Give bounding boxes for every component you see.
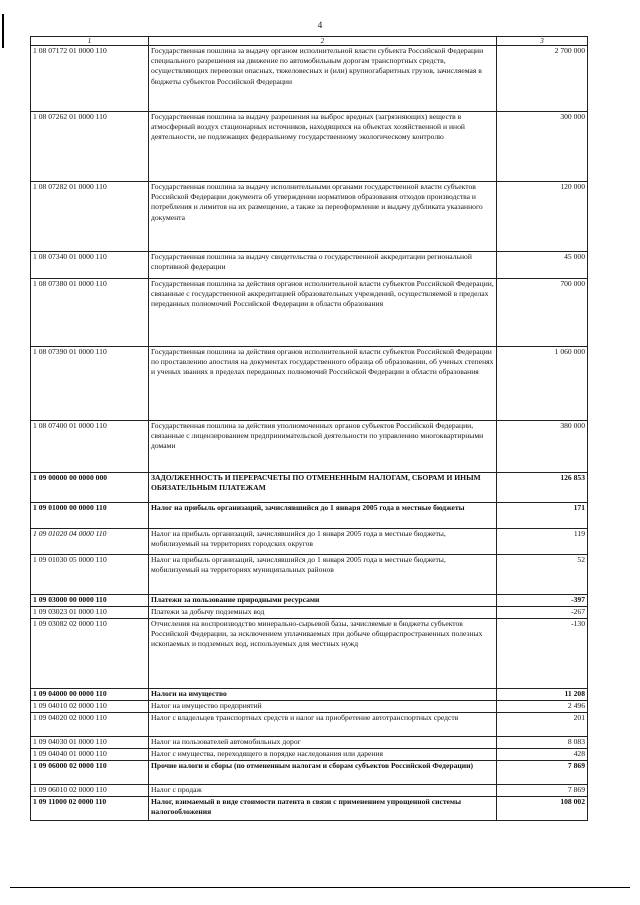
cell-code: 1 09 11000 02 0000 110 [31, 797, 149, 821]
cell-code: 1 09 04020 02 0000 110 [31, 713, 149, 737]
cell-description: Налог на пользователей автомобильных дорог [149, 737, 497, 749]
table-row [31, 737, 588, 749]
cell-amount: 11 208 [497, 689, 588, 701]
cell-amount: 171 [497, 503, 588, 529]
cell-code: 1 08 07340 01 0000 110 [31, 252, 149, 279]
cell-description: Налог с продаж [149, 785, 497, 797]
cell-amount: 380 000 [497, 421, 588, 473]
cell-code: 1 09 03023 01 0000 110 [31, 607, 149, 619]
cell-description: Налог, взимаемый в виде стоимости патента в связи с применением упрощенной системы налогообложения [149, 797, 497, 821]
cell-code: 1 09 01030 05 0000 110 [31, 555, 149, 595]
cell-code: 1 09 04000 00 0000 110 [31, 689, 149, 701]
cell-amount: 120 000 [497, 182, 588, 252]
cell-amount: -397 [497, 595, 588, 607]
table-row [31, 595, 588, 607]
table-row [31, 749, 588, 761]
header-col-code: 1 [31, 37, 149, 46]
cell-code: 1 08 07262 01 0000 110 [31, 112, 149, 182]
table-row [31, 619, 588, 689]
cell-description: Налог на прибыль организаций, зачислявшийся до 1 января 2005 года в местные бюджеты, мобилизуемый на территориях городских округов [149, 529, 497, 555]
cell-code: 1 09 04030 01 0000 110 [31, 737, 149, 749]
page-bottom-rule [10, 887, 630, 888]
cell-code: 1 08 07380 01 0000 110 [31, 279, 149, 347]
cell-description: Налог с имущества, переходящего в порядке наследования или дарения [149, 749, 497, 761]
table-row [31, 112, 588, 182]
table-row [31, 252, 588, 279]
cell-description: Государственная пошлина за выдачу исполнительными органами государственной власти субъектов Российской Федерации документа об утверждении нормативов образования отходов производства и потребления и лимитов на их размещение, а также за переоформление и выдачу дубликата указанного документа [149, 182, 497, 252]
table-row [31, 607, 588, 619]
cell-amount: 300 000 [497, 112, 588, 182]
revenue-table [30, 36, 588, 821]
cell-amount: -130 [497, 619, 588, 689]
cell-amount: 2 496 [497, 701, 588, 713]
cell-code: 1 08 07390 01 0000 110 [31, 347, 149, 421]
cell-amount: 8 083 [497, 737, 588, 749]
cell-amount: 52 [497, 555, 588, 595]
cell-code: 1 08 07400 01 0000 110 [31, 421, 149, 473]
table-row [31, 689, 588, 701]
cell-description: ЗАДОЛЖЕННОСТЬ И ПЕРЕРАСЧЕТЫ ПО ОТМЕНЕННЫМ НАЛОГАМ, СБОРАМ И ИНЫМ ОБЯЗАТЕЛЬНЫМ ПЛАТЕЖАМ [149, 473, 497, 503]
table-row [31, 797, 588, 821]
cell-amount: 2 700 000 [497, 46, 588, 112]
table-row [31, 555, 588, 595]
cell-description: Налог на прибыль организаций, зачислявшийся до 1 января 2005 года в местные бюджеты [149, 503, 497, 529]
table-row [31, 279, 588, 347]
table-row [31, 503, 588, 529]
cell-amount: 201 [497, 713, 588, 737]
cell-amount: 108 002 [497, 797, 588, 821]
cell-description: Налог на имущество предприятий [149, 701, 497, 713]
cell-description: Налоги на имущество [149, 689, 497, 701]
table-body [31, 46, 588, 821]
cell-amount: -267 [497, 607, 588, 619]
cell-description: Государственная пошлина за выдачу разрешения на выброс вредных (загрязняющих) веществ в атмосферный воздух стационарных источников, находящихся на объектах хозяйственной и иной деятельности, не подлежащих федеральному государственному экологическому контролю [149, 112, 497, 182]
header-col-description: 2 [149, 37, 497, 46]
cell-amount: 7 869 [497, 785, 588, 797]
cell-code: 1 08 07172 01 0000 110 [31, 46, 149, 112]
cell-amount: 126 853 [497, 473, 588, 503]
table-row [31, 713, 588, 737]
cell-amount: 119 [497, 529, 588, 555]
cell-description: Государственная пошлина за выдачу свидетельства о государственной аккредитации региональной спортивной федерации [149, 252, 497, 279]
table-row [31, 421, 588, 473]
cell-code: 1 09 04010 02 0000 110 [31, 701, 149, 713]
cell-code: 1 08 07282 01 0000 110 [31, 182, 149, 252]
table-row [31, 473, 588, 503]
cell-description: Государственная пошлина за действия органов исполнительной власти субъектов Российской Федерации по проставлению апостиля на документах государственного образца об образовании, об ученых степенях и ученых званиях в пределах переданных полномочий Российской Федерации в области образования [149, 347, 497, 421]
cell-code: 1 09 06010 02 0000 110 [31, 785, 149, 797]
cell-description: Прочие налоги и сборы (по отмененным налогам и сборам субъектов Российской Федерации) [149, 761, 497, 785]
cell-amount: 700 000 [497, 279, 588, 347]
table-row [31, 785, 588, 797]
cell-code: 1 09 01000 00 0000 110 [31, 503, 149, 529]
cell-description: Налог с владельцев транспортных средств и налог на приобретение автотранспортных средств [149, 713, 497, 737]
cell-amount: 45 000 [497, 252, 588, 279]
cell-description: Платежи за пользование природными ресурсами [149, 595, 497, 607]
cell-amount: 1 060 000 [497, 347, 588, 421]
cell-description: Государственная пошлина за действия органов исполнительной власти субъектов Российской Федерации, связанные с государственной аккредитацией образовательных учреждений, осуществляемой в пределах переданных полномочий Российской Федерации в области образования [149, 279, 497, 347]
cell-code: 1 09 00000 00 0000 000 [31, 473, 149, 503]
table-row [31, 347, 588, 421]
table-row [31, 701, 588, 713]
page-number: 4 [317, 20, 323, 30]
cell-code: 1 09 06000 02 0000 110 [31, 761, 149, 785]
cell-amount: 428 [497, 749, 588, 761]
cell-code: 1 09 04040 01 0000 110 [31, 749, 149, 761]
table-row [31, 761, 588, 785]
cell-code: 1 09 01020 04 0000 110 [31, 529, 149, 555]
cell-description: Отчисления на воспроизводство минерально-сырьевой базы, зачисляемые в бюджеты субъектов Российской Федерации, за исключением уплачиваемых при добыче общераспространенных полезных ископаемых и подземных вод, используемых для местных нужд [149, 619, 497, 689]
cell-code: 1 09 03082 02 0000 110 [31, 619, 149, 689]
table-row [31, 529, 588, 555]
header-col-amount: 3 [497, 37, 588, 46]
table-row [31, 182, 588, 252]
cell-description: Налог на прибыль организаций, зачислявшийся до 1 января 2005 года в местные бюджеты, мобилизуемый на территориях муниципальных районов [149, 555, 497, 595]
cell-code: 1 09 03000 00 0000 110 [31, 595, 149, 607]
cell-description: Платежи за добычу подземных вод [149, 607, 497, 619]
cell-description: Государственная пошлина за действия уполномоченных органов субъектов Российской Федерации, связанные с лицензированием предпринимательской деятельности по управлению многоквартирными домами [149, 421, 497, 473]
table-row [31, 46, 588, 112]
cell-description: Государственная пошлина за выдачу органом исполнительной власти субъекта Российской Федерации специального разрешения на движение по автомобильным дорогам транспортных средств, осуществляющих перевозки опасных, тяжеловесных и (или) крупногабаритных грузов, зачисляемая в бюджеты субъектов Российской Федерации [149, 46, 497, 112]
table-header-row [31, 37, 588, 46]
cell-amount: 7 869 [497, 761, 588, 785]
